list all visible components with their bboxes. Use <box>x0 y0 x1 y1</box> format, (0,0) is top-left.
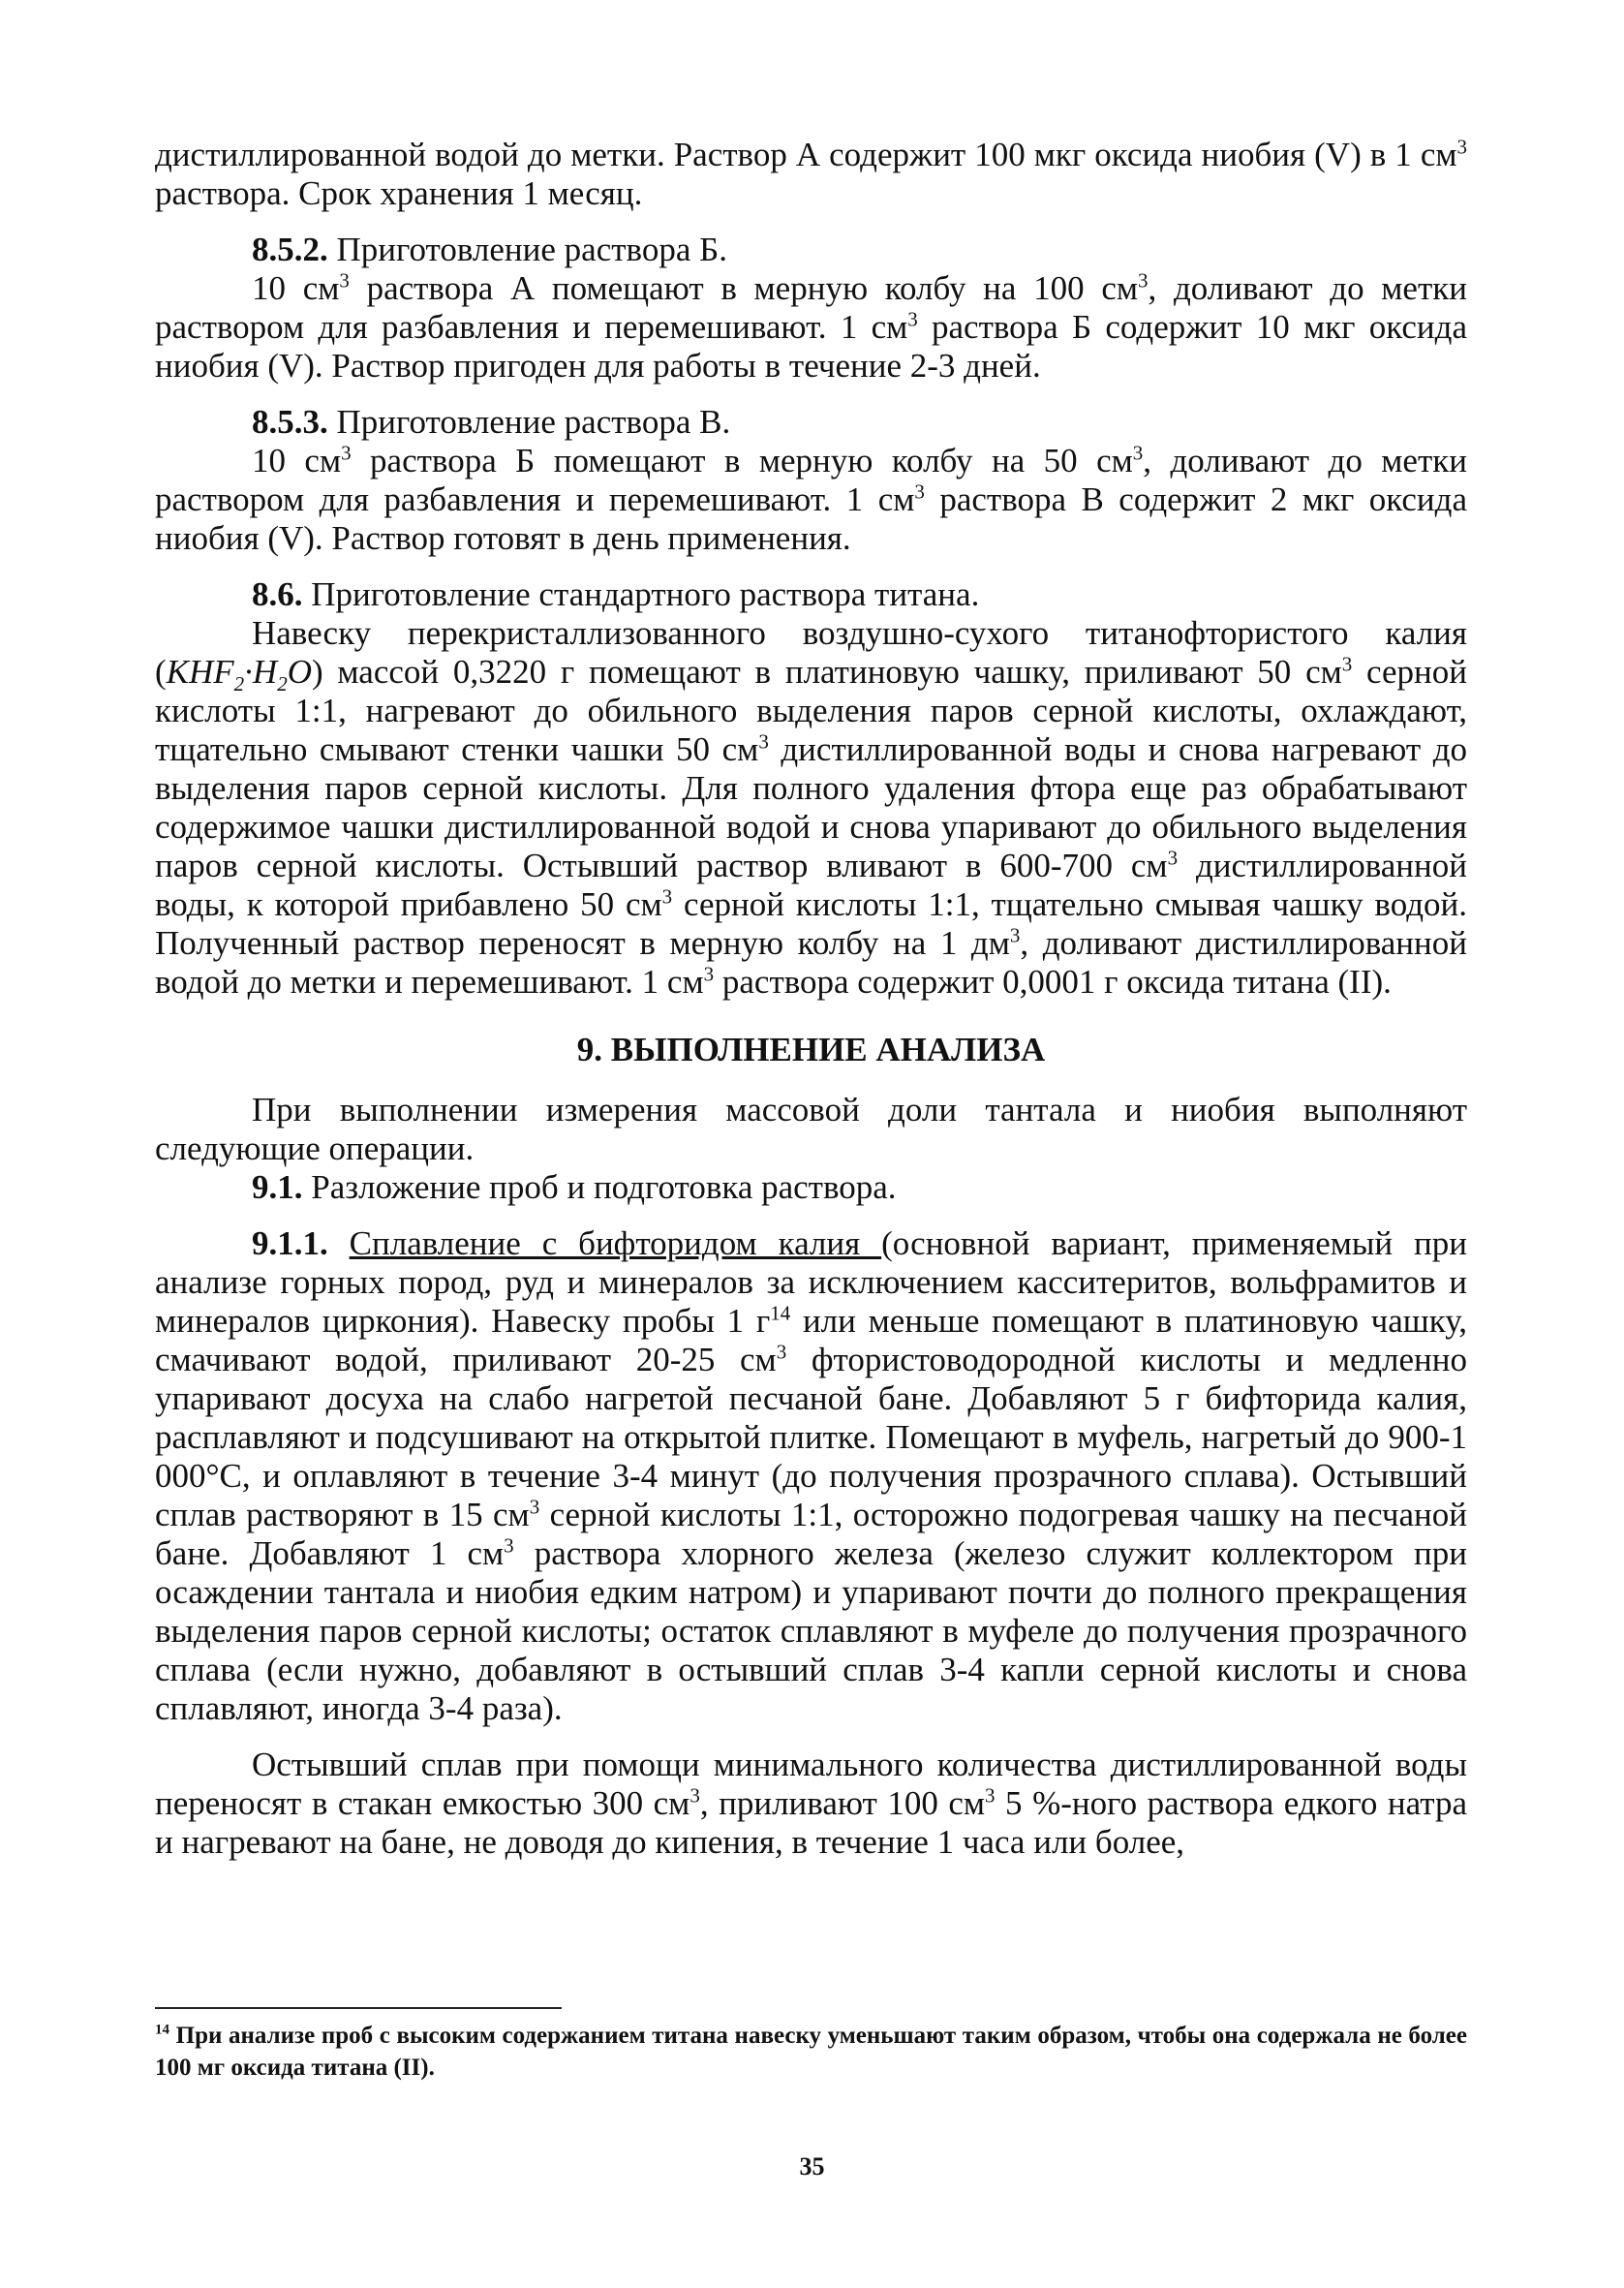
page-number: 35 <box>799 2152 825 2180</box>
section-9-title: 9. ВЫПОЛНЕНИЕ АНАЛИЗА <box>576 1031 1046 1068</box>
footnote-divider <box>155 2007 562 2009</box>
section-8-6-heading: 8.6. Приготовление стандартного раствора титана. <box>252 575 980 613</box>
paragraph-alloy-dissolution: Остывший сплав при помощи минимального количества дистиллированной воды переносят в стакан емкостью 300 $см^3$, приливают 100 $см^3$ 5 %-ного раствора едкого натра и нагревают на бане, не доводя до кипения, в течение 1 часа или более, <box>155 1746 1468 1861</box>
section-8-5-3-heading: 8.5.3. Приготовление раствора В. <box>252 403 731 441</box>
section-8-5-3-text: 10 $см^3$ раствора Б помещают в мерную колбу на 50 $см^3$, доливают до метки раствором для разбавления и перемешивают. 1 $см^3$ раствора В содержит 2 мкг оксида ниобия (V). Раствор готовят в день применения. <box>155 441 1467 557</box>
body-text <box>155 136 1467 1862</box>
section-8-5-2-heading: 8.5.2. Приготовление раствора Б. <box>252 231 727 268</box>
section-9-1-1-text: 9.1.1. Сплавление с бифторидом калия (основной вариант, применяемый при анализе горных пород, руд и минералов за исключением касситеритов, вольфрамитов и минералов циркония). Навеску пробы 1 $г^{14}$ или меньше помещают в платиновую чашку, смачивают водой, приливают 20-25 $см^3$ фтористоводородной кислоты и медленно упаривают досуха на слабо нагретой песчаной бане. Добавляют 5 г бифторида калия, расплавляют и подсушивают на открытой плитке. Помещают в муфель, нагретый до 900-1 000°С, и оплавляют в течение 3-4 минут (до получения прозрачного сплава). Остывший сплав растворяют в 15 $см^3$ серной кислоты 1:1, осторожно подогревая чашку на песчаной бане. Добавляют 1 $см^3$ раствора хлорного железа (железо служит коллектором при осаждении тантала и ниобия едким натром) и упаривают почти до полного прекращения выделения паров серной кислоты; остаток сплавляют в муфеле до получения прозрачного сплава (если нужно, добавляют в остывший сплав 3-4 капли серной кислоты и снова сплавляют, иногда 3-4 раза). <box>155 1224 1468 1727</box>
chemical-formula: $KHF_2\cdot H_2O$ <box>166 653 312 696</box>
section-9-1-heading: 9.1. Разложение проб и подготовка раствора. <box>252 1168 897 1206</box>
section-9-intro: При выполнении измерения массовой доли тантала и ниобия выполняют следующие операции. <box>155 1091 1467 1167</box>
section-8-5-2-text: 10 $см^3$ раствора А помещают в мерную колбу на 100 $см^3$, доливают до метки раствором для разбавления и перемешивают. 1 $см^3$ раствора Б содержит 10 мкг оксида ниобия (V). Раствор пригоден для работы в течение 2-3 дней. <box>155 268 1467 385</box>
footnote: $^{14}$ При анализе проб с высоким содержанием титана навеску уменьшают таким образом, чтобы она содержала не более 100 мг оксида титана (II). <box>155 2022 1467 2081</box>
paragraph-continuation: дистиллированной водой до метки. Раствор А содержит 100 мкг оксида ниобия (V) в 1 $см^3$ раствора. Срок хранения 1 месяц. <box>155 135 1467 212</box>
section-8-6-text: Навеску перекристаллизованного воздушно-сухого титанофтористого калия $(KHF_2\cdot H_2O)$ массой 0,3220 г помещают в платиновую чашку, приливают 50 $см^3$ серной кислоты 1:1, нагревают до обильного выделения паров серной кислоты, охлаждают, тщательно смывают стенки чашки 50 $см^3$ дистиллированной воды и снова нагревают до выделения паров серной кислоты. Для полного удаления фтора еще раз обрабатывают содержимое чашки дистиллированной водой и снова упаривают до обильного выделения паров серной кислоты. Остывший раствор вливают в 600-700 $см^3$ дистиллированной воды, к которой прибавлено 50 $см^3$ серной кислоты 1:1, тщательно смывая чашку водой. Полученный раствор переносят в мерную колбу на 1 $дм^3$, доливают дистиллированной водой до метки и перемешивают. 1 $см^3$ раствора содержит 0,0001 г оксида титана (II). <box>155 614 1467 1001</box>
